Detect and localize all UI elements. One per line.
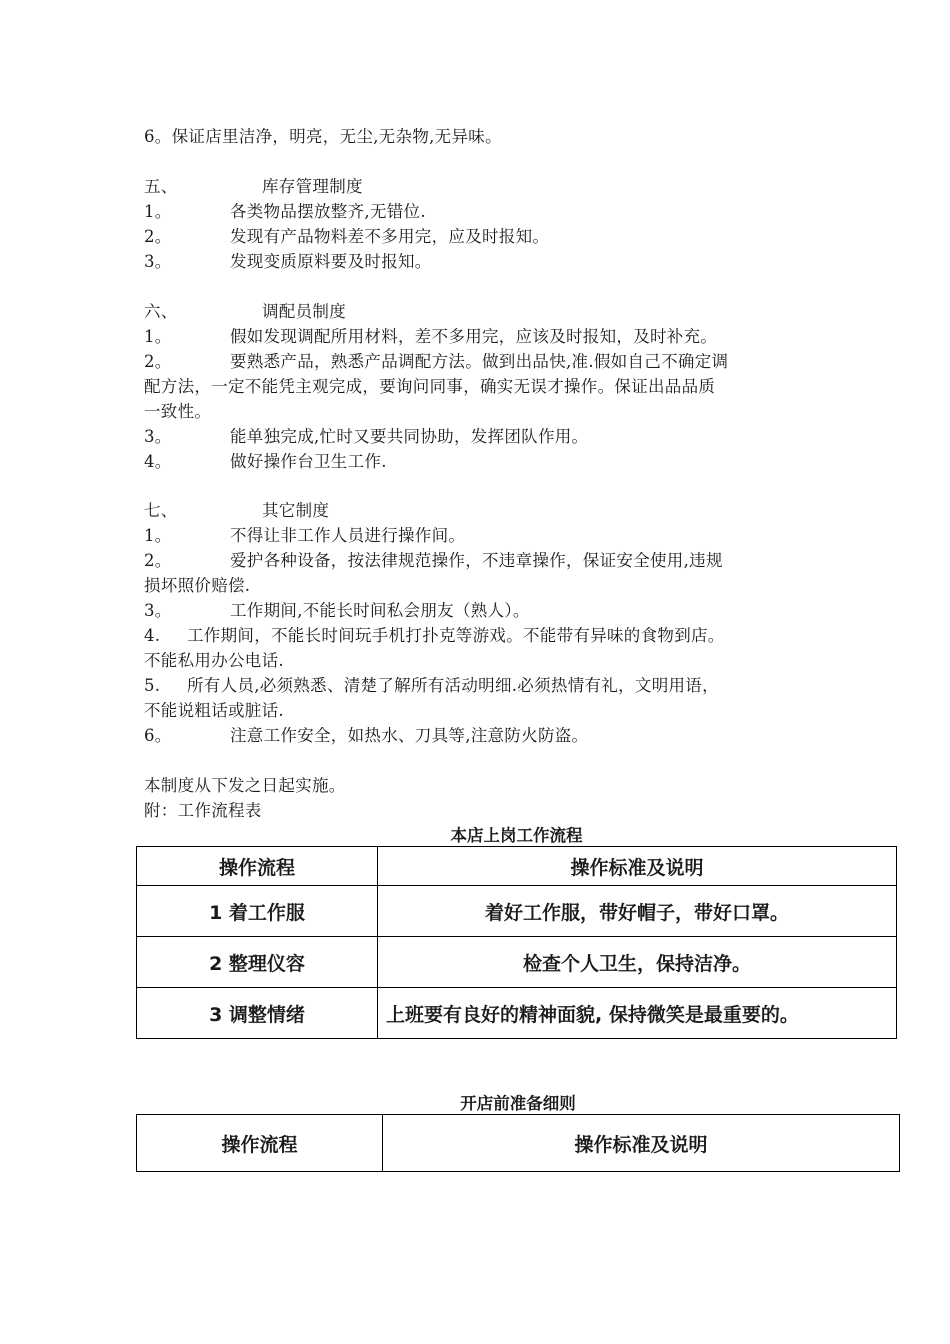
list-item-continuation: 不能说粗话或脏话. xyxy=(144,701,284,720)
item-number: 1。 xyxy=(144,526,172,545)
list-item xyxy=(144,673,719,698)
table-row xyxy=(137,886,897,937)
item-text: 假如发现调配所用材料，差不多用完，应该及时报知，及时补充。 xyxy=(230,327,718,346)
table-cell: 着好工作服，带好帽子，带好口罩。 xyxy=(378,886,897,937)
table-header-row xyxy=(137,847,897,886)
list-item xyxy=(144,324,717,349)
rule-line: 6。保证店里洁净，明亮，无尘,无杂物,无异味。 xyxy=(144,127,502,146)
preparation-table xyxy=(136,1114,900,1172)
list-item-continuation: 不能私用办公电话. xyxy=(144,651,284,670)
section-heading-6 xyxy=(144,299,346,324)
item-number: 4. xyxy=(144,626,161,645)
list-item xyxy=(144,598,530,623)
item-number: 6。 xyxy=(144,726,172,745)
item-number: 1。 xyxy=(144,327,172,346)
item-number: 3。 xyxy=(144,601,172,620)
list-item xyxy=(144,424,588,449)
item-text: 工作期间,不能长时间私会朋友（熟人）。 xyxy=(230,601,530,620)
item-text: 所有人员,必须熟悉、清楚了解所有活动明细.必须热情有礼，文明用语， xyxy=(187,676,719,695)
list-item xyxy=(144,249,432,274)
item-text: 爱护各种设备，按法律规范操作，不违章操作，保证安全使用,违规 xyxy=(230,551,723,570)
item-text: 各类物品摆放整齐,无错位. xyxy=(230,202,426,221)
table-row xyxy=(137,937,897,988)
item-text: 发现变质原料要及时报知。 xyxy=(230,252,432,271)
section-number: 七、 xyxy=(144,501,178,520)
item-text: 做好操作台卫生工作. xyxy=(230,452,387,471)
table-title: 本店上岗工作流程 xyxy=(450,826,583,845)
list-item xyxy=(144,623,725,648)
item-text: 注意工作安全，如热水、刀具等,注意防火防盗。 xyxy=(230,726,589,745)
table-header-row xyxy=(137,1115,900,1172)
list-item-continuation: 一致性。 xyxy=(144,402,212,421)
item-text: 工作期间，不能长时间玩手机打扑克等游戏。不能带有异味的食物到店。 xyxy=(187,626,725,645)
list-item xyxy=(144,523,465,548)
item-number: 2。 xyxy=(144,551,172,570)
item-text: 不得让非工作人员进行操作间。 xyxy=(230,526,466,545)
table-cell: 2 整理仪容 xyxy=(137,937,378,988)
list-item xyxy=(144,349,728,374)
table-cell: 上班要有良好的精神面貌, 保持微笑是最重要的。 xyxy=(378,988,897,1039)
section-heading-5 xyxy=(144,174,363,199)
section-title: 其它制度 xyxy=(262,501,330,520)
appendix-label: 附：工作流程表 xyxy=(144,801,262,820)
list-item xyxy=(144,548,723,573)
list-item xyxy=(144,449,387,474)
header-cell: 操作流程 xyxy=(137,847,378,886)
list-item-continuation: 损坏照价赔偿. xyxy=(144,576,251,595)
table-cell: 3 调整情绪 xyxy=(137,988,378,1039)
section-title: 调配员制度 xyxy=(262,302,346,321)
table-cell: 1 着工作服 xyxy=(137,886,378,937)
item-number: 2。 xyxy=(144,352,172,371)
item-text: 要熟悉产品，熟悉产品调配方法。做到出品快,准.假如自己不确定调 xyxy=(230,352,729,371)
item-number: 2。 xyxy=(144,227,172,246)
header-cell: 操作标准及说明 xyxy=(378,847,897,886)
list-item xyxy=(144,224,549,249)
table-row xyxy=(137,988,897,1039)
table-title: 开店前准备细则 xyxy=(460,1094,576,1113)
item-number: 1。 xyxy=(144,202,172,221)
item-number: 4。 xyxy=(144,452,172,471)
section-heading-7 xyxy=(144,498,329,523)
item-number: 3。 xyxy=(144,252,172,271)
table-cell: 检查个人卫生，保持洁净。 xyxy=(378,937,897,988)
workflow-table xyxy=(136,846,897,1039)
item-number: 3。 xyxy=(144,427,172,446)
section-number: 六、 xyxy=(144,302,178,321)
item-text: 能单独完成,忙时又要共同协助，发挥团队作用。 xyxy=(230,427,589,446)
list-item xyxy=(144,723,588,748)
list-item-continuation: 配方法，一定不能凭主观完成，要询问同事，确实无误才操作。保证出品品质 xyxy=(144,377,716,396)
section-title: 库存管理制度 xyxy=(262,177,363,196)
list-item xyxy=(144,199,426,224)
item-text: 发现有产品物料差不多用完，应及时报知。 xyxy=(230,227,550,246)
header-cell: 操作标准及说明 xyxy=(383,1115,900,1172)
closing-note: 本制度从下发之日起实施。 xyxy=(144,776,346,795)
header-cell: 操作流程 xyxy=(137,1115,383,1172)
item-number: 5. xyxy=(144,676,161,695)
section-number: 五、 xyxy=(144,177,178,196)
